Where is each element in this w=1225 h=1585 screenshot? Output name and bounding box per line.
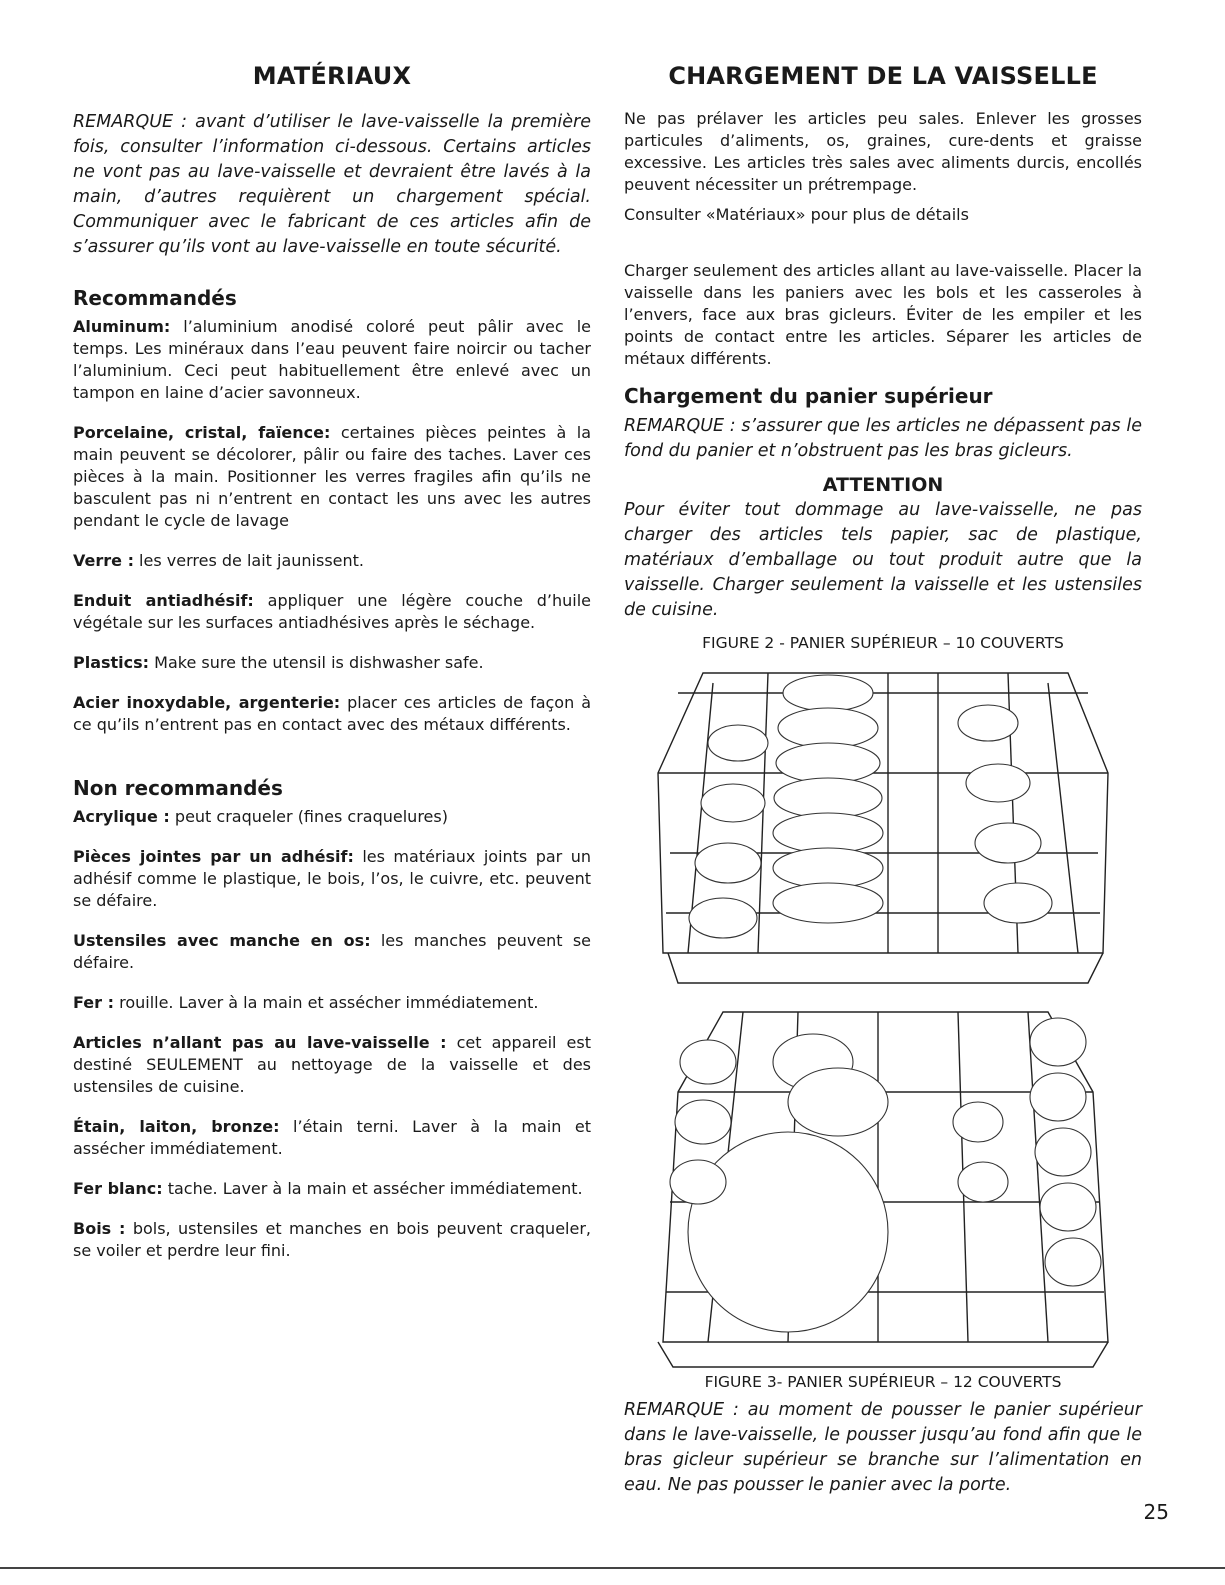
material-term: Bois : <box>73 1219 126 1238</box>
upper-rack-heading: Chargement du panier supérieur <box>624 384 993 408</box>
push-rack-note: REMARQUE : au moment de pousser le panier supérieur dans le lave-vaisselle, le pousser jusqu’au fond afin que le bras gicleur supérieur se branche sur l’alimentation en eau. Ne pas pousser le panier avec la porte. <box>624 1400 1142 1495</box>
recommended-heading: Recommandés <box>73 286 237 310</box>
material-item <box>73 316 591 404</box>
attention-text: Pour éviter tout dommage au lave-vaisselle, ne pas charger des articles tels papier, sac de plastique, matériaux d’emballage ou tout produit autre que la vaisselle. Charger seulement la vaisselle et les ustensiles de cuisine. <box>624 500 1142 620</box>
loading-column <box>624 62 1142 1498</box>
material-term: Ustensiles avec manche en os: <box>73 931 371 950</box>
material-term: Plastics: <box>73 653 150 672</box>
material-description: peut craqueler (fines craquelures) <box>169 807 448 826</box>
material-description: placer ces articles de façon à ce qu’ils n’entrent pas en contact avec des métaux différents. <box>73 693 591 734</box>
material-term: Porcelaine, cristal, faïence: <box>73 423 331 442</box>
material-item <box>73 1218 591 1262</box>
material-item <box>73 422 591 532</box>
material-description: certaines pièces peintes à la main peuvent se décolorer, pâlir ou faire des taches. Laver ces pièces à la main. Positionner les verres fragiles afin qu’ils ne basculent pas ni n’entrent en contact les uns avec les autres pendant le cycle de lavage <box>73 423 592 530</box>
material-term: Fer blanc: <box>73 1179 163 1198</box>
material-description: les verres de lait jaunissent. <box>133 551 364 570</box>
material-item <box>73 806 591 828</box>
loading-paragraph: Charger seulement des articles allant au lave-vaisselle. Placer la vaisselle dans les paniers avec les bols et les casseroles à l’envers, face aux bras gicleurs. Éviter de les empiler et les points de contact entre les articles. Séparer les articles de métaux différents. <box>624 261 1142 368</box>
material-item <box>73 992 591 1014</box>
upper-rack-note: REMARQUE : s’assurer que les articles ne dépassent pas le fond du panier et n’obstruent pas les bras gicleurs. <box>624 416 1142 461</box>
material-item <box>73 1116 591 1160</box>
materials-note: REMARQUE : avant d’utiliser le lave-vaisselle la première fois, consulter l’information ci-dessous. Certains articles ne vont pas au lave-vaisselle et devraient être lavés à la main, d’autres requièrent un chargement spécial. Communiquer avec le fabricant de ces articles afin de s’assurer qu’ils vont au lave-vaisselle en toute sécurité. <box>73 112 591 257</box>
material-description: cet appareil est destiné SEULEMENT au nettoyage de la vaisselle et des ustensiles de cuisine. <box>73 1033 591 1096</box>
not-recommended-list <box>73 806 591 1262</box>
material-term: Enduit antiadhésif: <box>73 591 254 610</box>
material-item <box>73 590 591 634</box>
material-item <box>73 930 591 974</box>
figure2-caption: FIGURE 2 - PANIER SUPÉRIEUR – 10 COUVERTS <box>702 634 1064 652</box>
material-term: Pièces jointes par un adhésif: <box>73 847 354 866</box>
material-term: Acier inoxydable, argenterie: <box>73 693 341 712</box>
figure3-caption: FIGURE 3- PANIER SUPÉRIEUR – 12 COUVERTS <box>704 1373 1062 1391</box>
material-term: Verre : <box>73 551 134 570</box>
page-number: 25 <box>1143 1500 1169 1524</box>
prewash-paragraph: Ne pas prélaver les articles peu sales. Enlever les grosses particules d’aliments, os, graines, cure-dents et graisse excessive. Les articles très sales avec aliments durcis, encollés peuvent nécessiter un prétrempage. <box>624 109 1142 194</box>
material-item <box>73 1178 591 1200</box>
material-item <box>73 1032 591 1098</box>
material-term: Articles n’allant pas au lave-vaisselle : <box>73 1033 447 1052</box>
material-description: l’aluminium anodisé coloré peut pâlir avec le temps. Les minéraux dans l’eau peuvent faire noircir ou tacher l’aluminium. Ceci peut habituellement être enlevé avec un tampon en laine d’acier savonneux. <box>73 317 591 402</box>
loading-title: CHARGEMENT DE LA VAISSELLE <box>668 62 1098 90</box>
material-item <box>73 550 591 572</box>
materials-column <box>73 62 591 1280</box>
material-item <box>73 652 591 674</box>
see-materials-paragraph: Consulter «Matériaux» pour plus de détails <box>624 205 969 224</box>
material-description: les matériaux joints par un adhésif comme le plastique, le bois, l’os, le cuivre, etc. peuvent se défaire. <box>73 847 592 910</box>
material-item <box>73 692 591 736</box>
material-term: Aluminum: <box>73 317 171 336</box>
material-description: rouille. Laver à la main et assécher immédiatement. <box>114 993 539 1012</box>
material-item <box>73 846 591 912</box>
not-recommended-heading: Non recommandés <box>73 776 283 800</box>
recommended-list <box>73 316 591 736</box>
material-description: tache. Laver à la main et assécher immédiatement. <box>162 1179 583 1198</box>
material-description: appliquer une légère couche d’huile végétale sur les surfaces antiadhésives après le séchage. <box>73 591 592 632</box>
material-term: Acrylique : <box>73 807 170 826</box>
attention-title: ATTENTION <box>822 474 944 496</box>
material-description: les manches peuvent se défaire. <box>73 931 591 972</box>
material-description: l’étain terni. Laver à la main et assécher immédiatement. <box>73 1117 591 1158</box>
upper-rack-12-settings-illustration <box>648 1002 1118 1372</box>
upper-rack-10-settings-illustration <box>648 653 1118 988</box>
material-term: Fer : <box>73 993 114 1012</box>
bottom-rule <box>0 1567 1225 1569</box>
material-description: bols, ustensiles et manches en bois peuvent craqueler, se voiler et perdre leur fini. <box>73 1219 591 1260</box>
materials-title: MATÉRIAUX <box>252 62 412 90</box>
material-term: Étain, laiton, bronze: <box>73 1117 280 1136</box>
material-description: Make sure the utensil is dishwasher safe. <box>149 653 484 672</box>
